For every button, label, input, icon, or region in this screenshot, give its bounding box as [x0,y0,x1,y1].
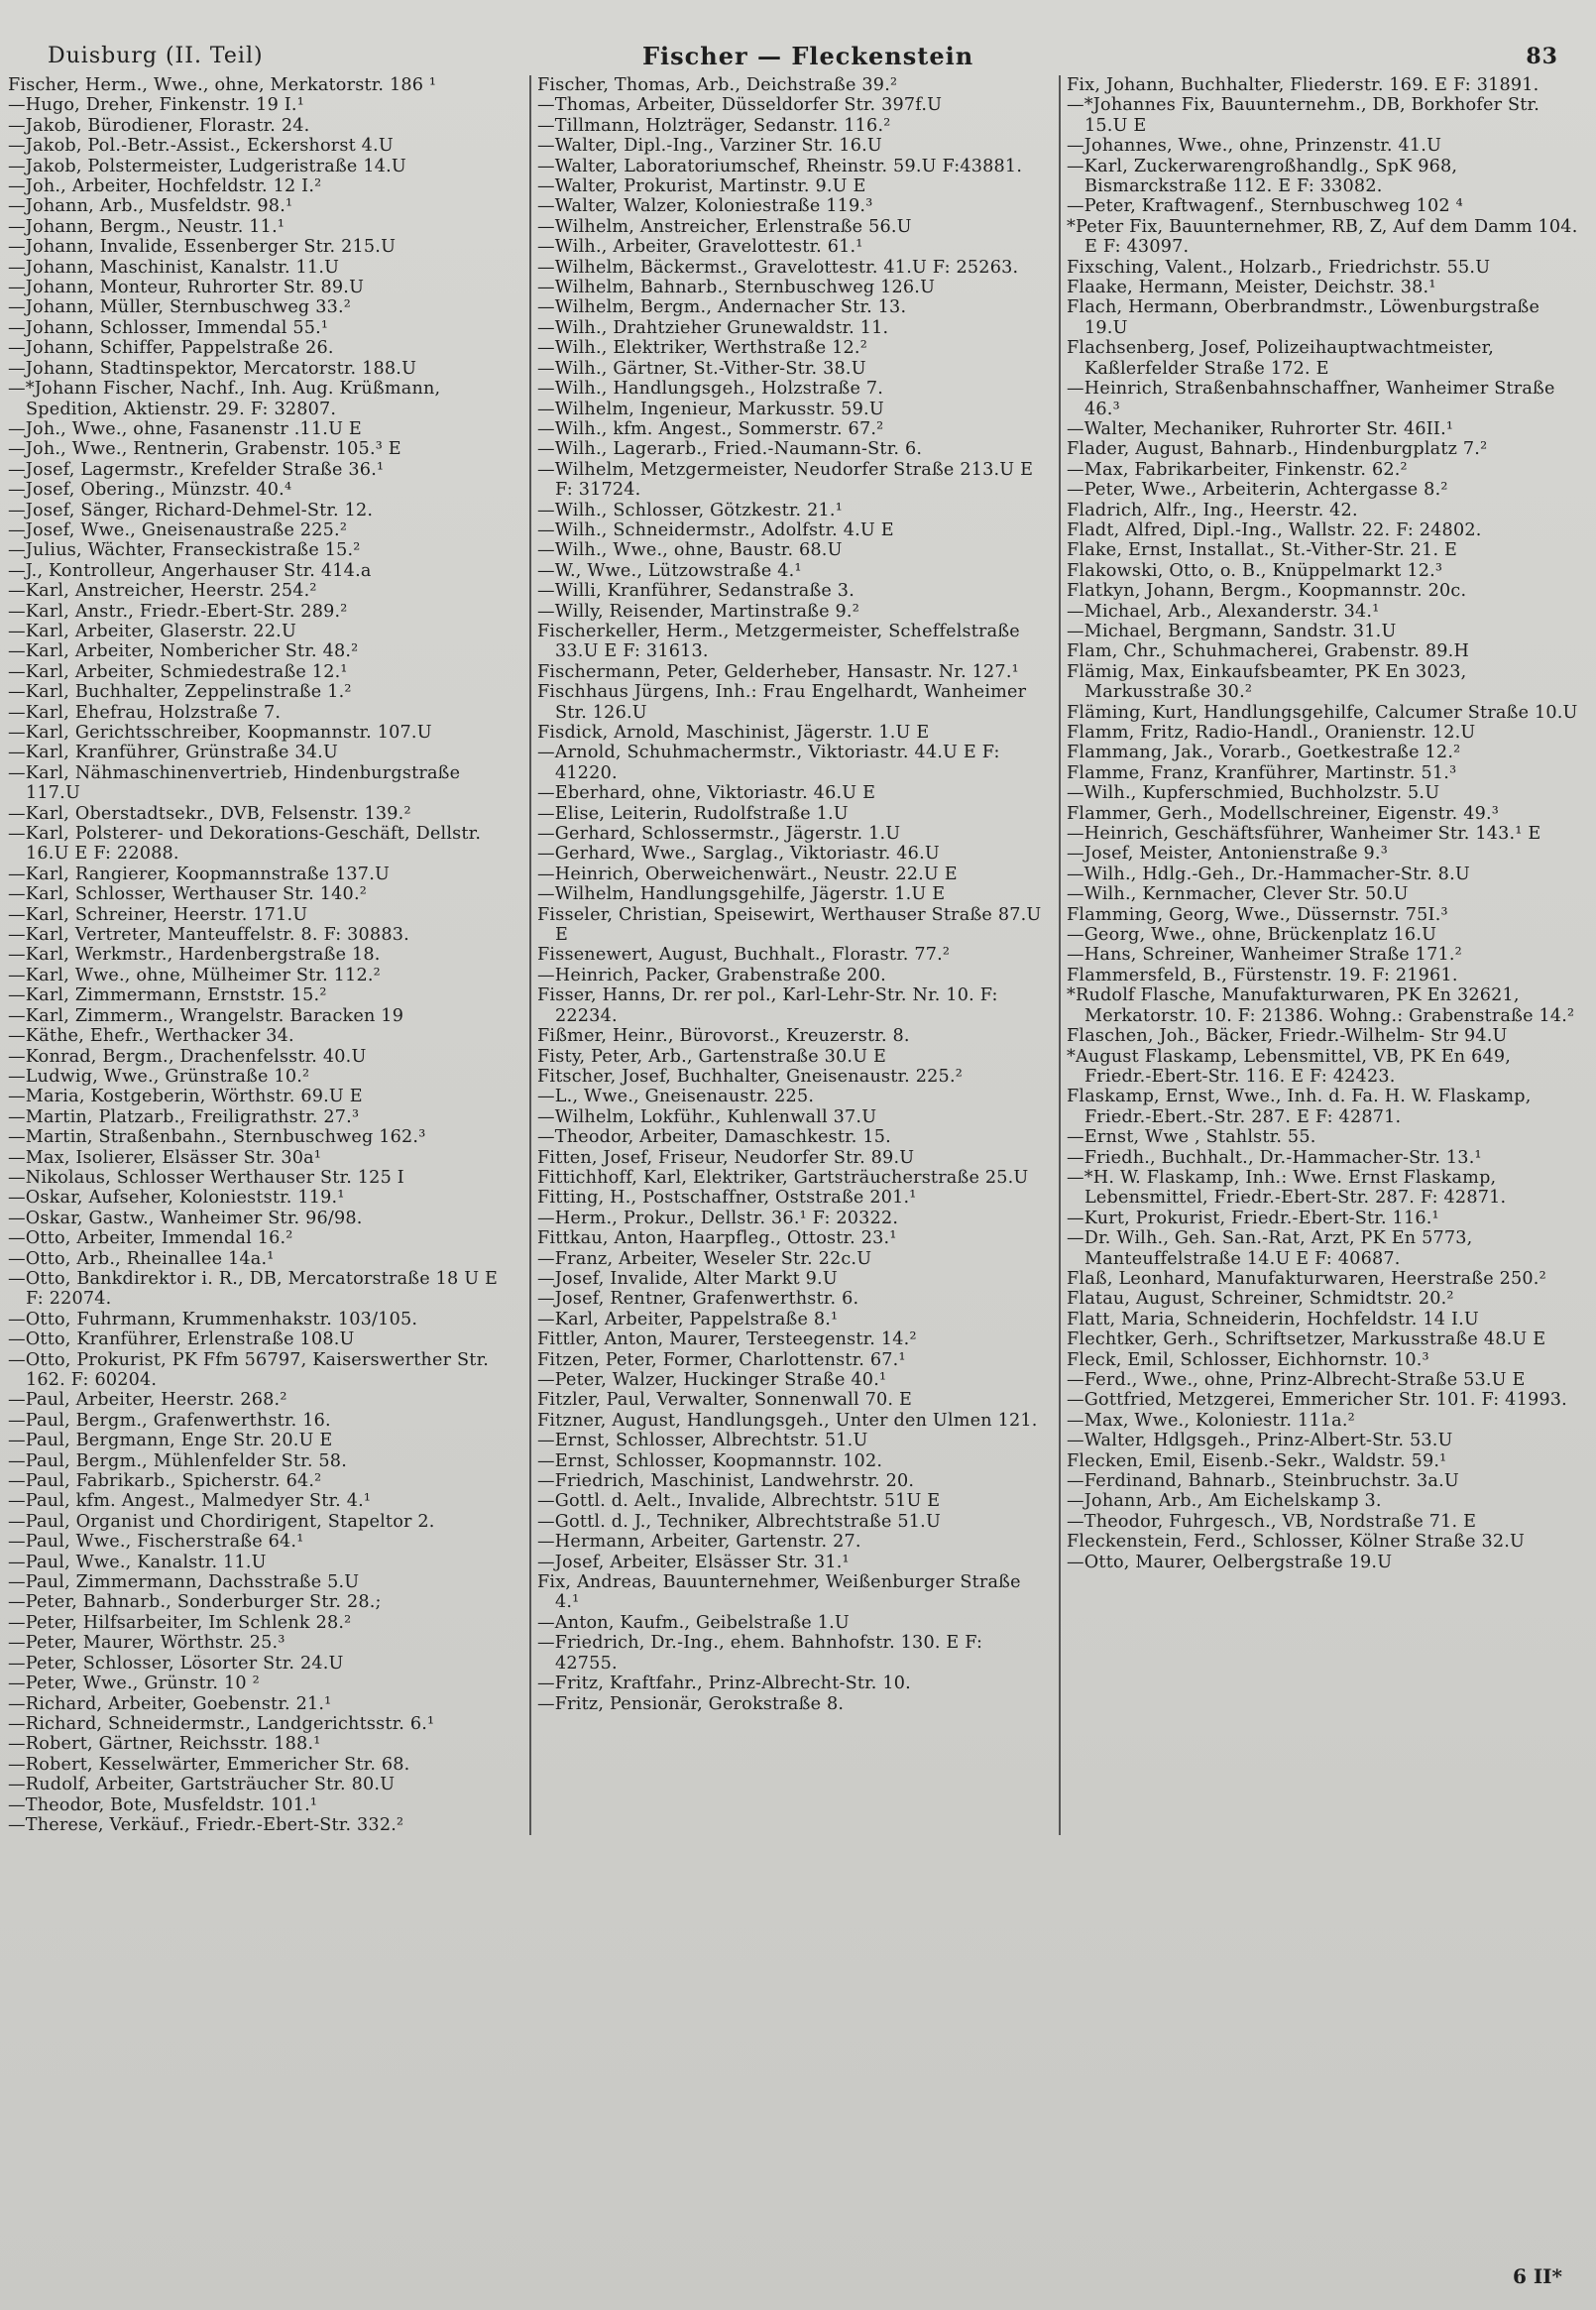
column-1 [8,75,519,1835]
directory-entry: —Michael, Arb., Alexanderstr. 34.¹ [1067,601,1380,622]
directory-entry: —Richard, Schneidermstr., Landgerichtsstr. 6.¹ [8,1713,435,1734]
directory-entry: Fisseler, Christian, Speisewirt, Werthauser Straße 87.U E [537,904,1042,946]
directory-entry: Fleckenstein, Ferd., Schlosser, Kölner Straße 32.U [1067,1532,1526,1553]
directory-entry: —Käthe, Ehefr., Werthacker 34. [8,1026,294,1047]
directory-entry: —Theodor, Fuhrgesch., VB, Nordstraße 71. E [1067,1511,1477,1532]
directory-entry: —Paul, Wwe., Fischerstraße 64.¹ [8,1532,304,1553]
directory-entry: —Dr. Wilh., Geh. San.-Rat, Arzt, PK En 5773, Manteuffelstraße 14.U E F: 40687. [1067,1228,1473,1269]
directory-entry: —Wilh., Hdlg.-Geh., Dr.-Hammacher-Str. 8.U [1067,864,1470,884]
directory-entry: —Walter, Prokurist, Martinstr. 9.U E [537,176,866,197]
directory-entry: —Otto, Arbeiter, Immendal 16.² [8,1228,293,1249]
directory-entry: Fladrich, Alfr., Ing., Heerstr. 42. [1067,500,1358,520]
directory-entry: —Karl, Arbeiter, Glaserstr. 22.U [8,621,296,641]
directory-entry: —Max, Isolierer, Elsässer Str. 30a¹ [8,1147,322,1168]
directory-entry: Fischer, Thomas, Arb., Deichstraße 39.² [537,75,898,95]
directory-entry: Flaß, Leonhard, Manufakturwaren, Heerstraße 250.² [1067,1268,1546,1289]
directory-entry: —Thomas, Arbeiter, Düsseldorfer Str. 397f.U [537,95,943,116]
directory-entry: —Otto, Kranführer, Erlenstraße 108.U [8,1329,355,1350]
directory-entry: —Wilh., Lagerarb., Fried.-Naumann-Str. 6. [537,439,923,460]
directory-entry: —Otto, Arb., Rheinallee 14a.¹ [8,1248,275,1269]
directory-entry: —Wilh., Kupferschmied, Buchholzstr. 5.U [1067,783,1440,804]
directory-entry: —Wilhelm, Bäckermst., Gravelottestr. 41.U F: 25263. [537,257,1019,278]
directory-entry: Fläming, Kurt, Handlungsgehilfe, Calcumer Straße 10.U [1067,702,1578,723]
directory-entry: —Johann, Invalide, Essenberger Str. 215.U [8,237,397,258]
directory-entry: —Karl, Arbeiter, Nombericher Str. 48.² [8,641,359,662]
directory-entry: —Georg, Wwe., ohne, Brückenplatz 16.U [1067,925,1437,946]
directory-entry: —Walter, Walzer, Koloniestraße 119.³ [537,196,873,217]
directory-entry: Fix, Andreas, Bauunternehmer, Weißenburger Straße 4.¹ [537,1572,1021,1613]
directory-entry: Fitting, H., Postschaffner, Oststraße 201.¹ [537,1188,917,1209]
directory-entry: —Wilhelm, Anstreicher, Erlenstraße 56.U [537,216,912,237]
directory-entry: —Wilh., Drahtzieher Grunewaldstr. 11. [537,317,889,338]
directory-entry: —Julius, Wächter, Franseckistraße 15.² [8,540,361,561]
directory-entry: —Karl, Vertreter, Manteuffelstr. 8. F: 30883. [8,925,409,946]
directory-entry: —Theodor, Arbeiter, Damaschkestr. 15. [537,1127,891,1148]
directory-entry: —Eberhard, ohne, Viktoriastr. 46.U E [537,783,876,804]
directory-entry: —Gottl. d. J., Techniker, Albrechtstraße 51.U [537,1511,941,1532]
directory-entry: Flammang, Jak., Vorarb., Goetkestraße 12.² [1067,743,1461,763]
directory-entry: Fitten, Josef, Friseur, Neudorfer Str. 89.U [537,1147,915,1168]
directory-entry: Fissenewert, August, Buchhalt., Florastr. 77.² [537,945,951,966]
directory-entry: Flechtker, Gerh., Schriftsetzer, Markusstraße 48.U E [1067,1329,1546,1350]
directory-entry: Flach, Hermann, Oberbrandmstr., Löwenburgstraße 19.U [1067,297,1540,338]
directory-entry: *Rudolf Flasche, Manufakturwaren, PK En 32621, Merkatorstr. 10. F: 21386. Wohng.: Grabenstraße 14.² [1067,985,1575,1026]
directory-entry: —Wilhelm, Bergm., Andernacher Str. 13. [537,297,907,318]
directory-entry: —Wilh., Kernmacher, Clever Str. 50.U [1067,884,1409,905]
directory-entry: Fisty, Peter, Arb., Gartenstraße 30.U E [537,1046,887,1067]
directory-entry: —Maria, Kostgeberin, Wörthstr. 69.U E [8,1087,363,1107]
directory-entry: —Jakob, Pol.-Betr.-Assist., Eckershorst 4.U [8,136,394,157]
directory-entry: —Josef, Rentner, Grafenwerthstr. 6. [537,1289,859,1310]
directory-entry: Fitzner, August, Handlungsgeh., Unter den Ulmen 121. [537,1410,1038,1431]
directory-entry: —Johann, Arb., Am Eichelskamp 3. [1067,1491,1382,1512]
directory-entry: —Johann, Stadtinspektor, Mercatorstr. 188.U [8,358,417,379]
directory-entry: Flaskamp, Ernst, Wwe., Inh. d. Fa. H. W. Flaskamp, Friedr.-Ebert.-Str. 287. E F: 42871. [1067,1087,1532,1127]
directory-entry: —Wilh., Gärtner, St.-Vither-Str. 38.U [537,358,866,379]
directory-entry: Fix, Johann, Buchhalter, Fliederstr. 169. E F: 31891. [1067,75,1539,95]
directory-entry: Fitzler, Paul, Verwalter, Sonnenwall 70. E [537,1390,913,1411]
directory-entry: Fixsching, Valent., Holzarb., Friedrichstr. 55.U [1067,257,1491,278]
directory-entry: —Wilhelm, Ingenieur, Markusstr. 59.U [537,399,884,419]
directory-entry: Fladt, Alfred, Dipl.-Ing., Wallstr. 22. F: 24802. [1067,520,1482,540]
directory-entry: —Peter, Kraftwagenf., Sternbuschweg 102 ⁴ [1067,196,1463,217]
directory-entry: —Paul, Wwe., Kanalstr. 11.U [8,1552,267,1572]
directory-entry: Flämig, Max, Einkaufsbeamter, PK En 3023, Markusstraße 30.² [1067,661,1467,703]
directory-entry: —Hugo, Dreher, Finkenstr. 19 I.¹ [8,95,304,116]
page-header-city: Duisburg (II. Teil) [48,44,264,68]
directory-entry: —Karl, Arbeiter, Schmiedestraße 12.¹ [8,661,348,682]
directory-entry: —Wilh., Elektriker, Werthstraße 12.² [537,338,867,359]
directory-entry: —Ludwig, Wwe., Grünstraße 10.² [8,1066,310,1087]
directory-entry: Flamming, Georg, Wwe., Düssernstr. 75I.³ [1067,904,1448,925]
directory-entry: —Karl, Schlosser, Werthauser Str. 140.² [8,884,367,905]
directory-entry: Fischhaus Jürgens, Inh.: Frau Engelhardt, Wanheimer Str. 126.U [537,682,1027,723]
directory-entry: Fittkau, Anton, Haarpfleg., Ottostr. 23.¹ [537,1228,897,1249]
directory-entry: Fitscher, Josef, Buchhalter, Gneisenaustr. 225.² [537,1066,963,1087]
directory-entry: Fißmer, Heinr., Bürovorst., Kreuzerstr. 8. [537,1026,910,1047]
column-3 [1059,75,1578,1835]
directory-entry: —Josef, Arbeiter, Elsässer Str. 31.¹ [537,1552,850,1572]
directory-entry: —Kurt, Prokurist, Friedr.-Ebert-Str. 116.¹ [1067,1208,1439,1228]
directory-entry: —Wilhelm, Metzgermeister, Neudorfer Straße 213.U E F: 31724. [537,459,1034,501]
directory-entry: Fischerkeller, Herm., Metzgermeister, Scheffelstraße 33.U E F: 31613. [537,621,1020,662]
directory-entry: —Otto, Bankdirektor i. R., DB, Mercatorstraße 18 U E F: 22074. [8,1268,499,1310]
directory-entry: —Paul, Fabrikarb., Spicherstr. 64.² [8,1471,322,1492]
directory-entry: —Johann, Arb., Musfeldstr. 98.¹ [8,196,293,217]
directory-entry: —Karl, Ehefrau, Holzstraße 7. [8,702,282,723]
directory-entry: —Karl, Arbeiter, Pappelstraße 8.¹ [537,1309,839,1329]
directory-entry: —Karl, Werkmstr., Hardenbergstraße 18. [8,945,381,966]
directory-entry: —Wilhelm, Lokführ., Kuhlenwall 37.U [537,1106,877,1127]
directory-entry: —Tillmann, Holzträger, Sedanstr. 116.² [537,115,891,136]
directory-entry: —Johannes, Wwe., ohne, Prinzenstr. 41.U [1067,136,1442,157]
page-header-range: Fischer — Fleckenstein [642,42,974,70]
directory-entry: —Paul, Zimmermann, Dachsstraße 5.U [8,1572,360,1593]
directory-entry: —Oskar, Gastw., Wanheimer Str. 96/98. [8,1208,363,1228]
directory-entry: —Walter, Mechaniker, Ruhrorter Str. 46II.¹ [1067,418,1454,439]
directory-entry: Fischer, Herm., Wwe., ohne, Merkatorstr. 186 ¹ [8,75,437,95]
directory-entry: Flam, Chr., Schuhmacherei, Grabenstr. 89.H [1067,641,1469,662]
directory-entry: —Willi, Kranführer, Sedanstraße 3. [537,581,855,602]
directory-entry: —Paul, Organist und Chordirigent, Stapeltor 2. [8,1511,435,1532]
directory-entry: —Otto, Maurer, Oelbergstraße 19.U [1067,1552,1393,1572]
directory-entry: —Wilh., kfm. Angest., Sommerstr. 67.² [537,418,884,439]
directory-entry: —Gottl. d. Aelt., Invalide, Albrechtstr. 51U E [537,1491,941,1512]
directory-entry: —L., Wwe., Gneisenaustr. 225. [537,1087,815,1107]
directory-entry: —Joh., Wwe., Rentnerin, Grabenstr. 105.³ E [8,439,401,460]
directory-entry: —Karl, Zuckerwarengroßhandlg., SpK 968, Bismarckstraße 112. E F: 33082. [1067,156,1458,197]
directory-entry: —Johann, Schiffer, Pappelstraße 26. [8,338,334,359]
directory-entry: Flecken, Emil, Eisenb.-Sekr., Waldstr. 59.¹ [1067,1450,1447,1471]
directory-entry: —Hans, Schreiner, Wanheimer Straße 171.² [1067,945,1462,966]
directory-entry: —Martin, Platzarb., Freiligrathstr. 27.³ [8,1106,360,1127]
directory-entry: —Ferd., Wwe., ohne, Prinz-Albrecht-Straße 53.U E [1067,1370,1526,1390]
directory-entry: Flatt, Maria, Schneiderin, Hochfeldstr. 14 I.U [1067,1309,1479,1329]
directory-entry: —W., Wwe., Lützowstraße 4.¹ [537,560,802,581]
directory-entry: —Karl, Kranführer, Grünstraße 34.U [8,743,338,763]
directory-entry: —Michael, Bergmann, Sandstr. 31.U [1067,621,1397,641]
directory-entry: —Theodor, Bote, Musfeldstr. 101.¹ [8,1794,318,1815]
directory-entry: —Konrad, Bergm., Drachenfelsstr. 40.U [8,1046,367,1067]
directory-entry: —Rudolf, Arbeiter, Gartsträucher Str. 80.U [8,1775,396,1795]
directory-entry: —Wilh., Schneidermstr., Adolfstr. 4.U E [537,520,894,540]
directory-entry: —Karl, Buchhalter, Zeppelinstraße 1.² [8,682,352,703]
directory-entry: Flatkyn, Johann, Bergm., Koopmannstr. 20c. [1067,581,1467,602]
directory-entry: —Walter, Laboratoriumschef, Rheinstr. 59.U F:43881. [537,156,1023,176]
directory-entry: —Fritz, Pensionär, Gerokstraße 8. [537,1693,845,1714]
directory-entry: Fischermann, Peter, Gelderheber, Hansastr. Nr. 127.¹ [537,661,1019,682]
directory-entry: —Wilh., Arbeiter, Gravelottestr. 61.¹ [537,237,863,258]
directory-entry: —Johann, Müller, Sternbuschweg 33.² [8,297,352,318]
directory-entry: —Martin, Straßenbahn., Sternbuschweg 162.³ [8,1127,426,1148]
directory-entry: —Wilhelm, Bahnarb., Sternbuschweg 126.U [537,278,936,298]
columns [8,75,1578,1835]
directory-entry: —Josef, Obering., Münzstr. 40.⁴ [8,480,292,501]
directory-entry: Fittichhoff, Karl, Elektriker, Gartsträucherstraße 25.U [537,1167,1029,1188]
directory-entry: —Herm., Prokur., Dellstr. 36.¹ F: 20322. [537,1208,899,1228]
directory-entry: —Heinrich, Straßenbahnschaffner, Wanheimer Straße 46.³ [1067,379,1555,419]
directory-entry: —Karl, Oberstadtsekr., DVB, Felsenstr. 139.² [8,803,411,824]
directory-entry: —Josef, Wwe., Gneisenaustraße 225.² [8,520,348,540]
directory-entry: —Otto, Fuhrmann, Krummenhakstr. 103/105. [8,1309,418,1329]
directory-entry: —Gerhard, Wwe., Sarglag., Viktoriastr. 46.U [537,844,940,865]
directory-entry: —Franz, Arbeiter, Weseler Str. 22c.U [537,1248,872,1269]
directory-entry: —Johann, Monteur, Ruhrorter Str. 89.U [8,278,365,298]
directory-entry: —Karl, Schreiner, Heerstr. 171.U [8,904,308,925]
directory-entry: —Max, Wwe., Koloniestr. 111a.² [1067,1410,1355,1431]
directory-entry: —Oskar, Aufseher, Kolonieststr. 119.¹ [8,1188,345,1209]
directory-entry: —Walter, Dipl.-Ing., Varziner Str. 16.U [537,136,882,157]
directory-entry: Flamm, Fritz, Radio-Handl., Oranienstr. 12.U [1067,723,1476,743]
directory-entry: Fisdick, Arnold, Maschinist, Jägerstr. 1.U E [537,723,930,743]
directory-entry: —Ferdinand, Bahnarb., Steinbruchstr. 3a.U [1067,1471,1459,1492]
directory-entry: —Peter, Hilfsarbeiter, Im Schlenk 28.² [8,1612,352,1633]
directory-entry: —Josef, Meister, Antonienstraße 9.³ [1067,844,1388,865]
page-number: 83 [1526,44,1558,69]
directory-entry: —Paul, kfm. Angest., Malmedyer Str. 4.¹ [8,1491,372,1512]
directory-entry: Fitzen, Peter, Former, Charlottenstr. 67.¹ [537,1349,906,1370]
directory-entry: —*H. W. Flaskamp, Inh.: Wwe. Ernst Flaskamp, Lebensmittel, Friedr.-Ebert-Str. 287. F: 42871. [1067,1167,1507,1209]
directory-entry: Flammer, Gerh., Modellschreiner, Eigenstr. 49.³ [1067,803,1500,824]
directory-entry: —Max, Fabrikarbeiter, Finkenstr. 62.² [1067,459,1408,480]
directory-entry: —*Johannes Fix, Bauunternehm., DB, Borkhofer Str. 15.U E [1067,95,1539,136]
directory-entry: —J., Kontrolleur, Angerhauser Str. 414.a [8,560,372,581]
directory-entry: —Karl, Wwe., ohne, Mülheimer Str. 112.² [8,965,381,985]
directory-entry: —Friedh., Buchhalt., Dr.-Hammacher-Str. 13.¹ [1067,1147,1482,1168]
directory-entry: —Fritz, Kraftfahr., Prinz-Albrecht-Str. 10. [537,1674,911,1694]
page-footer: 6 II* [1512,2264,1562,2288]
directory-entry: —Wilh., Handlungsgeh., Holzstraße 7. [537,379,884,400]
directory-entry: Flakowski, Otto, o. B., Knüppelmarkt 12.³ [1067,560,1443,581]
directory-entry: —Karl, Polsterer- und Dekorations-Geschäft, Dellstr. 16.U E F: 22088. [8,824,482,865]
directory-entry: Flamme, Franz, Kranführer, Martinstr. 51.³ [1067,762,1457,783]
directory-entry: Fleck, Emil, Schlosser, Eichhornstr. 10.³ [1067,1349,1429,1370]
directory-entry: —Peter, Wwe., Grünstr. 10 ² [8,1674,260,1694]
directory-entry: —Gottfried, Metzgerei, Emmericher Str. 101. F: 41993. [1067,1390,1567,1411]
directory-entry: —Wilh., Wwe., ohne, Baustr. 68.U [537,540,843,561]
directory-entry: —Karl, Anstreicher, Heerstr. 254.² [8,581,317,602]
directory-entry: —Friedrich, Dr.-Ing., ehem. Bahnhofstr. 130. E F: 42755. [537,1633,983,1674]
directory-entry: —Ernst, Schlosser, Albrechtstr. 51.U [537,1431,868,1451]
directory-entry: —Robert, Gärtner, Reichsstr. 188.¹ [8,1734,321,1755]
directory-entry: —Walter, Hdlgsgeh., Prinz-Albert-Str. 53.U [1067,1431,1453,1451]
directory-entry: Flatau, August, Schreiner, Schmidtstr. 20.² [1067,1289,1454,1310]
directory-entry: —Josef, Sänger, Richard-Dehmel-Str. 12. [8,500,374,520]
directory-entry: —Joh., Arbeiter, Hochfeldstr. 12 I.² [8,176,322,197]
directory-entry: —Karl, Zimmermann, Ernststr. 15.² [8,985,327,1006]
directory-entry: —Willy, Reisender, Martinstraße 9.² [537,601,859,622]
directory-entry: —Jakob, Polstermeister, Ludgeristraße 14.U [8,156,406,176]
directory-entry: Flaake, Hermann, Meister, Deichstr. 38.¹ [1067,278,1436,298]
directory-entry: —Paul, Bergm., Mühlenfelder Str. 58. [8,1450,347,1471]
column-2 [529,75,1049,1835]
directory-entry: —Hermann, Arbeiter, Gartenstr. 27. [537,1532,861,1553]
directory-entry: —Paul, Bergmann, Enge Str. 20.U E [8,1431,333,1451]
directory-entry: Flaschen, Joh., Bäcker, Friedr.-Wilhelm- Str 94.U [1067,1026,1508,1047]
directory-entry: —Karl, Nähmaschinenvertrieb, Hindenburgstraße 117.U [8,762,461,804]
directory-entry: Flake, Ernst, Installat., St.-Vither-Str. 21. E [1067,540,1458,561]
directory-entry: *August Flaskamp, Lebensmittel, VB, PK En 649, Friedr.-Ebert-Str. 116. E F: 42423. [1067,1046,1512,1087]
directory-entry: —Elise, Leiterin, Rudolfstraße 1.U [537,803,849,824]
directory-entry: —Paul, Bergm., Grafenwerthstr. 16. [8,1410,331,1431]
directory-entry: —Robert, Kesselwärter, Emmericher Str. 68. [8,1754,410,1775]
directory-entry: —Wilhelm, Handlungsgehilfe, Jägerstr. 1.U E [537,884,946,905]
directory-entry: —Peter, Maurer, Wörthstr. 25.³ [8,1633,285,1654]
directory-entry: —Josef, Invalide, Alter Markt 9.U [537,1268,838,1289]
directory-entry: Fittler, Anton, Maurer, Tersteegenstr. 14.² [537,1329,917,1350]
directory-entry: —Johann, Bergm., Neustr. 11.¹ [8,216,285,237]
directory-entry: —Johann, Schlosser, Immendal 55.¹ [8,317,329,338]
directory-entry: Fisser, Hanns, Dr. rer pol., Karl-Lehr-Str. Nr. 10. F: 22234. [537,985,998,1026]
directory-entry: —Peter, Walzer, Huckinger Straße 40.¹ [537,1370,887,1390]
directory-entry: —Ernst, Schlosser, Koopmannstr. 102. [537,1450,883,1471]
directory-entry: —Nikolaus, Schlosser Werthauser Str. 125 I [8,1167,404,1188]
directory-entry: —Karl, Anstr., Friedr.-Ebert-Str. 289.² [8,601,348,622]
directory-entry: *Peter Fix, Bauunternehmer, RB, Z, Auf dem Damm 104. E F: 43097. [1067,216,1578,258]
directory-entry: —Heinrich, Packer, Grabenstraße 200. [537,965,886,985]
directory-entry: —Paul, Arbeiter, Heerstr. 268.² [8,1390,287,1411]
directory-entry: Flachsenberg, Josef, Polizeihauptwachtmeister, Kaßlerfelder Straße 172. E [1067,338,1495,379]
directory-entry: —Therese, Verkäuf., Friedr.-Ebert-Str. 332.² [8,1814,404,1835]
page-header [8,40,1578,75]
directory-entry: —Peter, Schlosser, Lösorter Str. 24.U [8,1653,344,1674]
directory-entry: Flader, August, Bahnarb., Hindenburgplatz 7.² [1067,439,1488,460]
directory-entry: —Peter, Wwe., Arbeiterin, Achtergasse 8.² [1067,480,1448,501]
directory-entry: —Richard, Arbeiter, Goebenstr. 21.¹ [8,1693,332,1714]
directory-entry: —Gerhard, Schlossermstr., Jägerstr. 1.U [537,824,901,845]
directory-entry: —*Johann Fischer, Nachf., Inh. Aug. Krüßmann, Spedition, Aktienstr. 29. F: 32807. [8,379,441,419]
directory-entry: —Jakob, Bürodiener, Florastr. 24. [8,115,310,136]
directory-entry: —Otto, Prokurist, PK Ffm 56797, Kaiserswerther Str. 162. F: 60204. [8,1349,490,1390]
directory-entry: Flammersfeld, B., Fürstenstr. 19. F: 21961. [1067,965,1458,985]
directory-entry: —Ernst, Wwe , Stahlstr. 55. [1067,1127,1316,1148]
directory-entry: —Anton, Kaufm., Geibelstraße 1.U [537,1612,850,1633]
directory-entry: —Karl, Rangierer, Koopmannstraße 137.U [8,864,391,884]
directory-entry: —Joh., Wwe., ohne, Fasanenstr .11.U E [8,418,362,439]
directory-entry: —Josef, Lagermstr., Krefelder Straße 36.¹ [8,459,385,480]
directory-entry: —Karl, Zimmerm., Wrangelstr. Baracken 19 [8,1005,404,1026]
directory-entry: —Peter, Bahnarb., Sonderburger Str. 28.; [8,1592,382,1613]
directory-entry: —Heinrich, Oberweichenwärt., Neustr. 22.U E [537,864,958,884]
directory-entry: —Karl, Gerichtsschreiber, Koopmannstr. 107.U [8,723,432,743]
directory-entry: —Johann, Maschinist, Kanalstr. 11.U [8,257,340,278]
directory-entry: —Arnold, Schuhmachermstr., Viktoriastr. 44.U E F: 41220. [537,743,1000,783]
directory-entry: —Friedrich, Maschinist, Landwehrstr. 20. [537,1471,915,1492]
directory-entry: —Heinrich, Geschäftsführer, Wanheimer Str. 143.¹ E [1067,824,1541,845]
directory-entry: —Wilh., Schlosser, Götzkestr. 21.¹ [537,500,843,520]
